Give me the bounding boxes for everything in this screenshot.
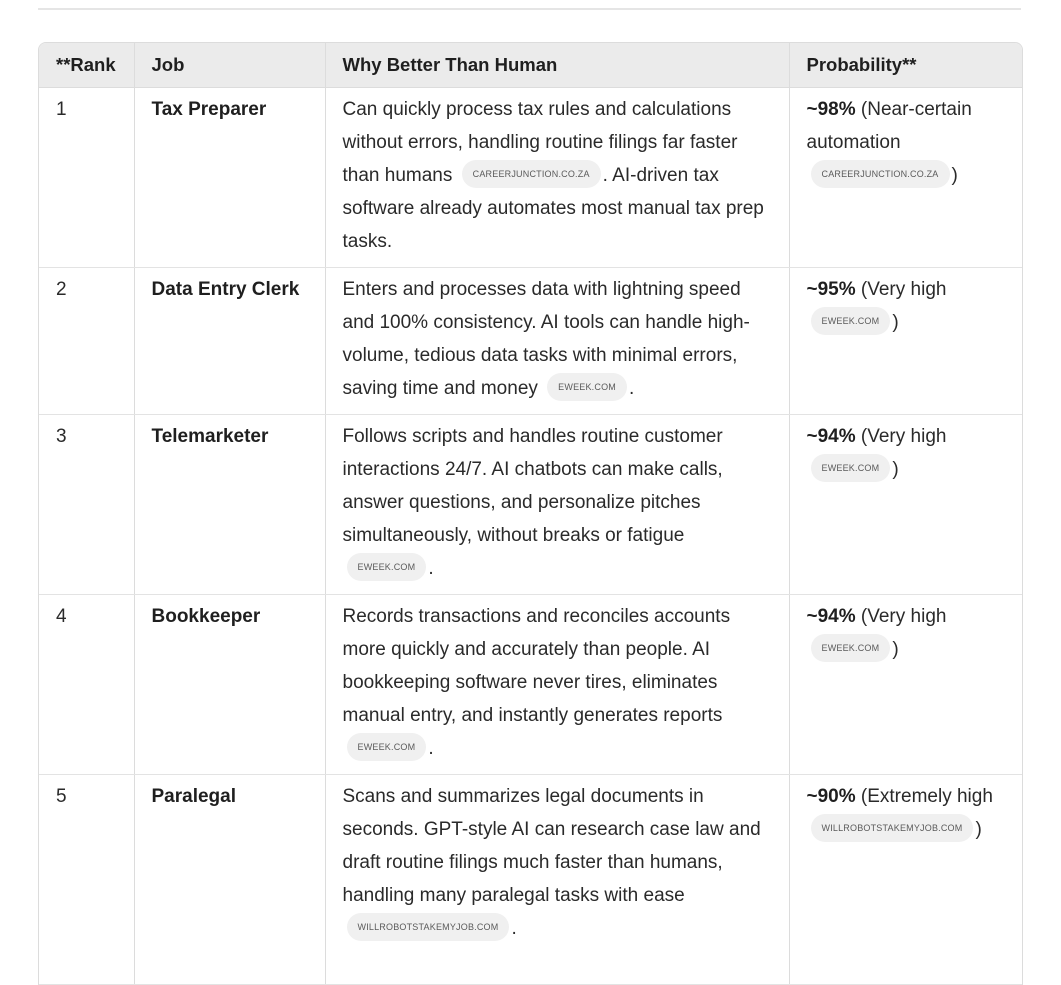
rank-cell: 2	[39, 268, 134, 415]
why-cell	[325, 775, 789, 985]
why-cell	[325, 415, 789, 595]
rank-cell: 3	[39, 415, 134, 595]
probability-label: (Very high	[855, 426, 947, 447]
probability-value: ~94%	[806, 426, 856, 447]
probability-value: ~94%	[806, 606, 856, 627]
probability-label: (Very high	[855, 606, 947, 627]
why-text-tail: .	[428, 558, 434, 579]
probability-close: )	[975, 819, 982, 840]
probability-label: (Near-certain automation	[806, 99, 972, 153]
automation-jobs-table-container	[38, 42, 1023, 985]
probability-close: )	[892, 459, 899, 480]
probability-value: ~95%	[806, 279, 856, 300]
why-text: Enters and processes data with lightning speed and 100% consistency. AI tools can handle high-volume, tedious data tasks with minimal errors, saving time and money	[342, 279, 750, 399]
job-cell: Paralegal	[134, 775, 325, 985]
header-probability: Probability**	[789, 43, 1022, 88]
why-text: Records transactions and reconciles accounts more quickly and accurately than people. AI bookkeeping software never tires, eliminates manual entry, and instantly generates reports	[342, 606, 731, 726]
why-cell	[325, 595, 789, 775]
top-divider	[38, 8, 1021, 10]
probability-close: )	[892, 639, 899, 660]
why-text-tail: .	[511, 918, 517, 939]
source-citation-chip[interactable]: EWEEK.COM	[811, 454, 891, 482]
table-row	[39, 268, 1022, 415]
why-text: Can quickly process tax rules and calculations without errors, handling routine filings far faster than humans	[342, 99, 738, 186]
why-cell	[325, 88, 789, 268]
rank-cell: 5	[39, 775, 134, 985]
source-citation-chip[interactable]: WILLROBOTSTAKEMYJOB.COM	[347, 913, 510, 941]
probability-value: ~98%	[806, 99, 856, 120]
probability-cell	[789, 595, 1022, 775]
table-header-row	[39, 43, 1022, 88]
probability-value: ~90%	[806, 786, 856, 807]
why-text-tail: . AI-driven tax software already automates most manual tax prep tasks.	[342, 165, 764, 252]
source-citation-chip[interactable]: EWEEK.COM	[347, 553, 427, 581]
source-citation-chip[interactable]: CAREERJUNCTION.CO.ZA	[811, 160, 950, 188]
probability-label: (Very high	[855, 279, 947, 300]
rank-cell: 4	[39, 595, 134, 775]
automation-jobs-table	[39, 43, 1022, 985]
probability-cell	[789, 775, 1022, 985]
job-cell: Bookkeeper	[134, 595, 325, 775]
probability-cell	[789, 415, 1022, 595]
source-citation-chip[interactable]: WILLROBOTSTAKEMYJOB.COM	[811, 814, 974, 842]
job-cell: Data Entry Clerk	[134, 268, 325, 415]
why-text: Scans and summarizes legal documents in seconds. GPT-style AI can research case law and draft routine filings much faster than humans, handling many paralegal tasks with ease	[342, 786, 761, 906]
source-citation-chip[interactable]: EWEEK.COM	[811, 307, 891, 335]
probability-cell	[789, 268, 1022, 415]
rank-cell: 1	[39, 88, 134, 268]
source-citation-chip[interactable]: EWEEK.COM	[547, 373, 627, 401]
source-citation-chip[interactable]: CAREERJUNCTION.CO.ZA	[462, 160, 601, 188]
why-cell	[325, 268, 789, 415]
header-job: Job	[134, 43, 325, 88]
probability-cell	[789, 88, 1022, 268]
table-row	[39, 595, 1022, 775]
probability-label: (Extremely high	[855, 786, 993, 807]
source-citation-chip[interactable]: EWEEK.COM	[347, 733, 427, 761]
why-text-tail: .	[628, 378, 635, 399]
job-cell: Tax Preparer	[134, 88, 325, 268]
why-text-tail: .	[428, 738, 434, 759]
why-text: Follows scripts and handles routine customer interactions 24/7. AI chatbots can make calls, answer questions, and personalize pitches simultaneously, without breaks or fatigue	[342, 426, 723, 546]
probability-close: )	[892, 312, 899, 333]
table-row	[39, 88, 1022, 268]
job-cell: Telemarketer	[134, 415, 325, 595]
probability-close: )	[951, 165, 958, 186]
header-rank: **Rank	[39, 43, 134, 88]
table-row	[39, 775, 1022, 985]
source-citation-chip[interactable]: EWEEK.COM	[811, 634, 891, 662]
table-row	[39, 415, 1022, 595]
header-why: Why Better Than Human	[325, 43, 789, 88]
